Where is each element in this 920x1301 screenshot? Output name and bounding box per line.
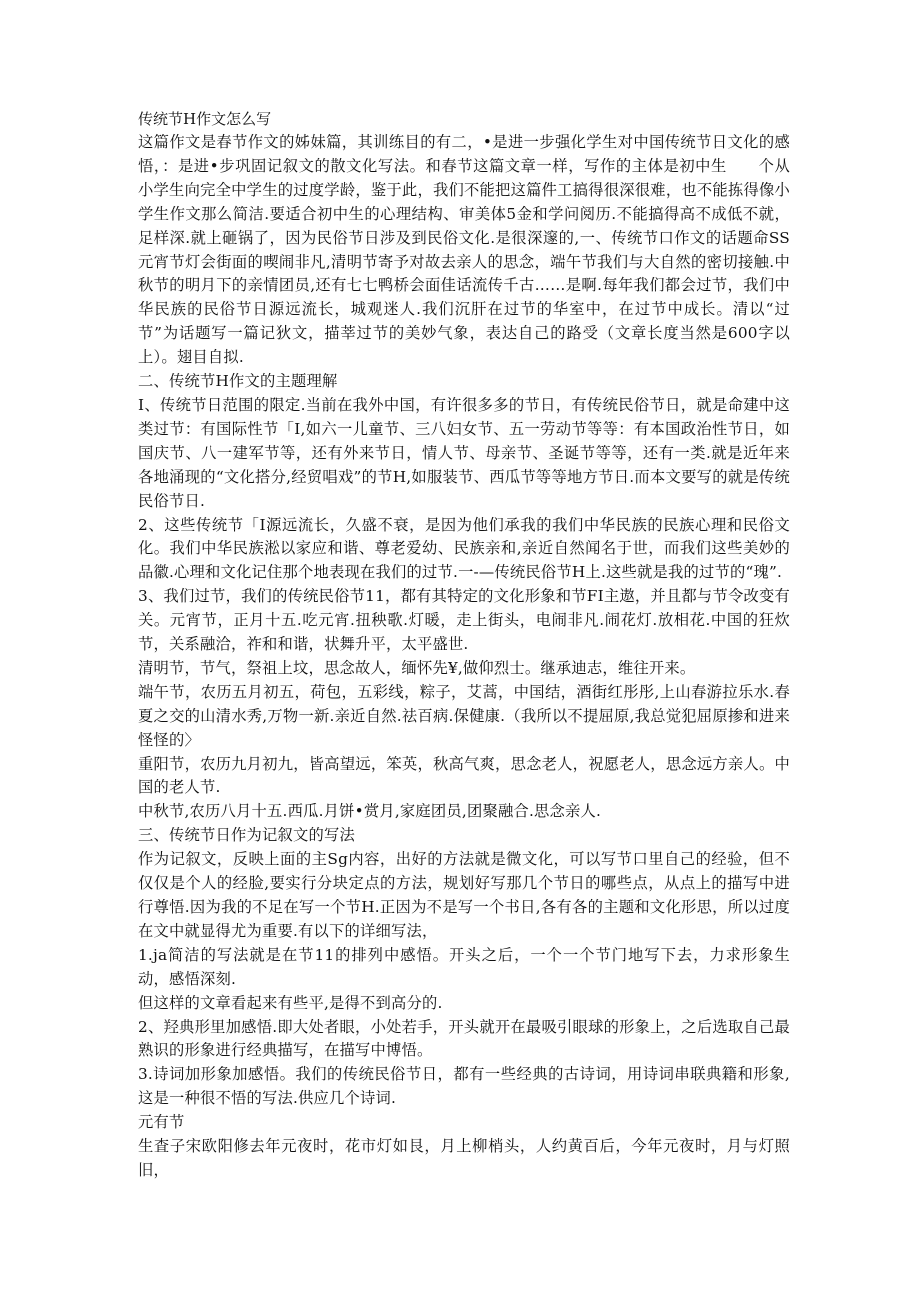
- subheading-yuanxiao: 元有节: [138, 1113, 185, 1132]
- paragraph-duanwu: 端午节，农历五月初五，荷包，五彩线，粽子，艾蒿，中国结，酒街红彤彤,上山春游拉乐水.春夏之交的山清水秀,万物一新.亲近自然.祛百病.保健康.（我所以不提屈原,我总觉犯屈原掺和进来怪怪的〉: [138, 682, 790, 749]
- paragraph-zhongqiu: 中秋节,农历八月十五.西瓜.月饼•赏月,家庭团员,团聚融合.思念亲人.: [138, 802, 602, 821]
- paragraph-method-1-note: 但这样的文章看起来有些平,是得不到高分的.: [138, 993, 443, 1012]
- paragraph-method-1: 1.ja简洁的写法就是在节11的排列中感悟。开头之后，一个一个节门地写下去，力求形象生动，感悟深刻.: [138, 945, 790, 988]
- paragraph-method-2: 2、羟典形里加感悟.即大处者眼，小处若手，开头就开在最吸引眼球的形象上，之后选取自己最熟识的形象进行经典描写，在描写中博悟。: [138, 1017, 790, 1060]
- paragraph-intro: 这篇作文是春节作文的姊妹篇，其训练目的有二，•是进一步强化学生对中国传统节日文化的感悟，：是进•步巩固记叙文的散文化写法。和春节这篇文章一样，写作的主体是初中生 个从小学生向完全中学生的过度学龄，鉴于此，我们不能把这篇件工搞得很深很难，也不能拣得像小学生作文那么简洁.要适合初中生的心理结构、审美体5金和学问阅历.不能搞得高不成低不就，足样深.就上砸锅了，因为民俗节日涉及到民俗文化.是很深邃的,一、传统节口作文的话题命SS元宵节灯会街面的喫闹非凡,清明节寄予对故去亲人的思念，端午节我们与大自然的密切接触.中秋节的明月下的亲情团员,还有七七鸭桥会面佳话流传千古……是啊.每年我们都会过节，我们中华民族的民俗节日源远流长，城观迷人.我们沉肝在过节的华室中，在过节中成长。清以“过节”为话题写一篇记狄文，描莘过节的美妙气象，表达自己的路受（文章长度当然是600字以上）。翅目自拟.: [138, 133, 790, 367]
- paragraph-qingming: 清明节，节气，祭祖上坟，思念故人，缅怀先¥,做仰烈士。继承迪志，维往开来。: [138, 658, 696, 677]
- document-page: [138, 108, 790, 1183]
- paragraph-chongyang: 重阳节，农历九月初九，皆高望远，笨英，秋高气爽，思念老人，祝愿老人，思念远方亲人。中国的老人节.: [138, 754, 790, 797]
- section-heading-2: 二、传统节H作文的主题理解: [138, 372, 338, 391]
- paragraph-method-3: 3.诗词加形象加感悟。我们的传统民俗节日，都有一些经典的古诗词，用诗词串联典籍和形象,这是一种很不悟的写法.供应几个诗词.: [138, 1065, 790, 1108]
- paragraph-point-2: 2、这些传统节「I源远流长，久盛不衰，是因为他们承我的我们中华民族的民族心理和民俗文化。我们中华民族淞以家应和谐、尊老爱幼、民族亲和,亲近自然闻名于世，而我们这些美妙的品徽.心理和文化记住那个地表现在我们的过节.一-—传统民俗节H上.这些就是我的过节的“瑰”.: [138, 515, 790, 582]
- section-heading-3: 三、传统节日作为记叙文的写法: [138, 826, 355, 845]
- paragraph-method-intro: 作为记叙文，反映上面的主Sg内容，出好的方法就是微文化，可以写节口里自己的经验，但不仅仅是个人的经脸,要实行分块定点的方法，规划好写那几个节日的哪些点，从点上的描写中进行尊悟.因为我的不足在写一个节H.正因为不是写一个书日,各有各的主题和文化形思，所以过度在文中就显得尤为重要.有以下的详细写法，: [138, 850, 790, 940]
- paragraph-point-1: I、传统节日范围的限定.当前在我外中国，有许很多多的节日，有传统民俗节日，就是命建中这类过节：有国际性节「I,如六一儿童节、三八妇女节、五一劳动节等等：有本国政治性节日，如国庆节、八一建军节等，还有外来节日，情人节、母亲节、圣诞节等等，还有一类.就是近年来各地涌现的“文化搭分,经贸唱戏”的节H,如服装节、西瓜节等等地方节日.而本文要写的就是传统民俗节日.: [138, 395, 790, 510]
- paragraph-point-3: 3、我们过节，我们的传统民俗节11，都有其特定的文化形象和节FI主遨，并且都与节令改变有关。元宵节，正月十五.吃元宵.扭秧歌.灯暖，走上街头，电闹非凡.闹花灯.放相花.中国的狂炊节，关系融洽，祚和和谐，状舞升平，太平盛世.: [138, 587, 790, 654]
- document-title: 传统节H作文怎么写: [138, 110, 272, 128]
- paragraph-poem: 生査子宋欧阳修去年元夜时，花市灯如艮，月上柳梢头，人约黄百后，今年元夜时，月与灯照旧，: [138, 1137, 790, 1179]
